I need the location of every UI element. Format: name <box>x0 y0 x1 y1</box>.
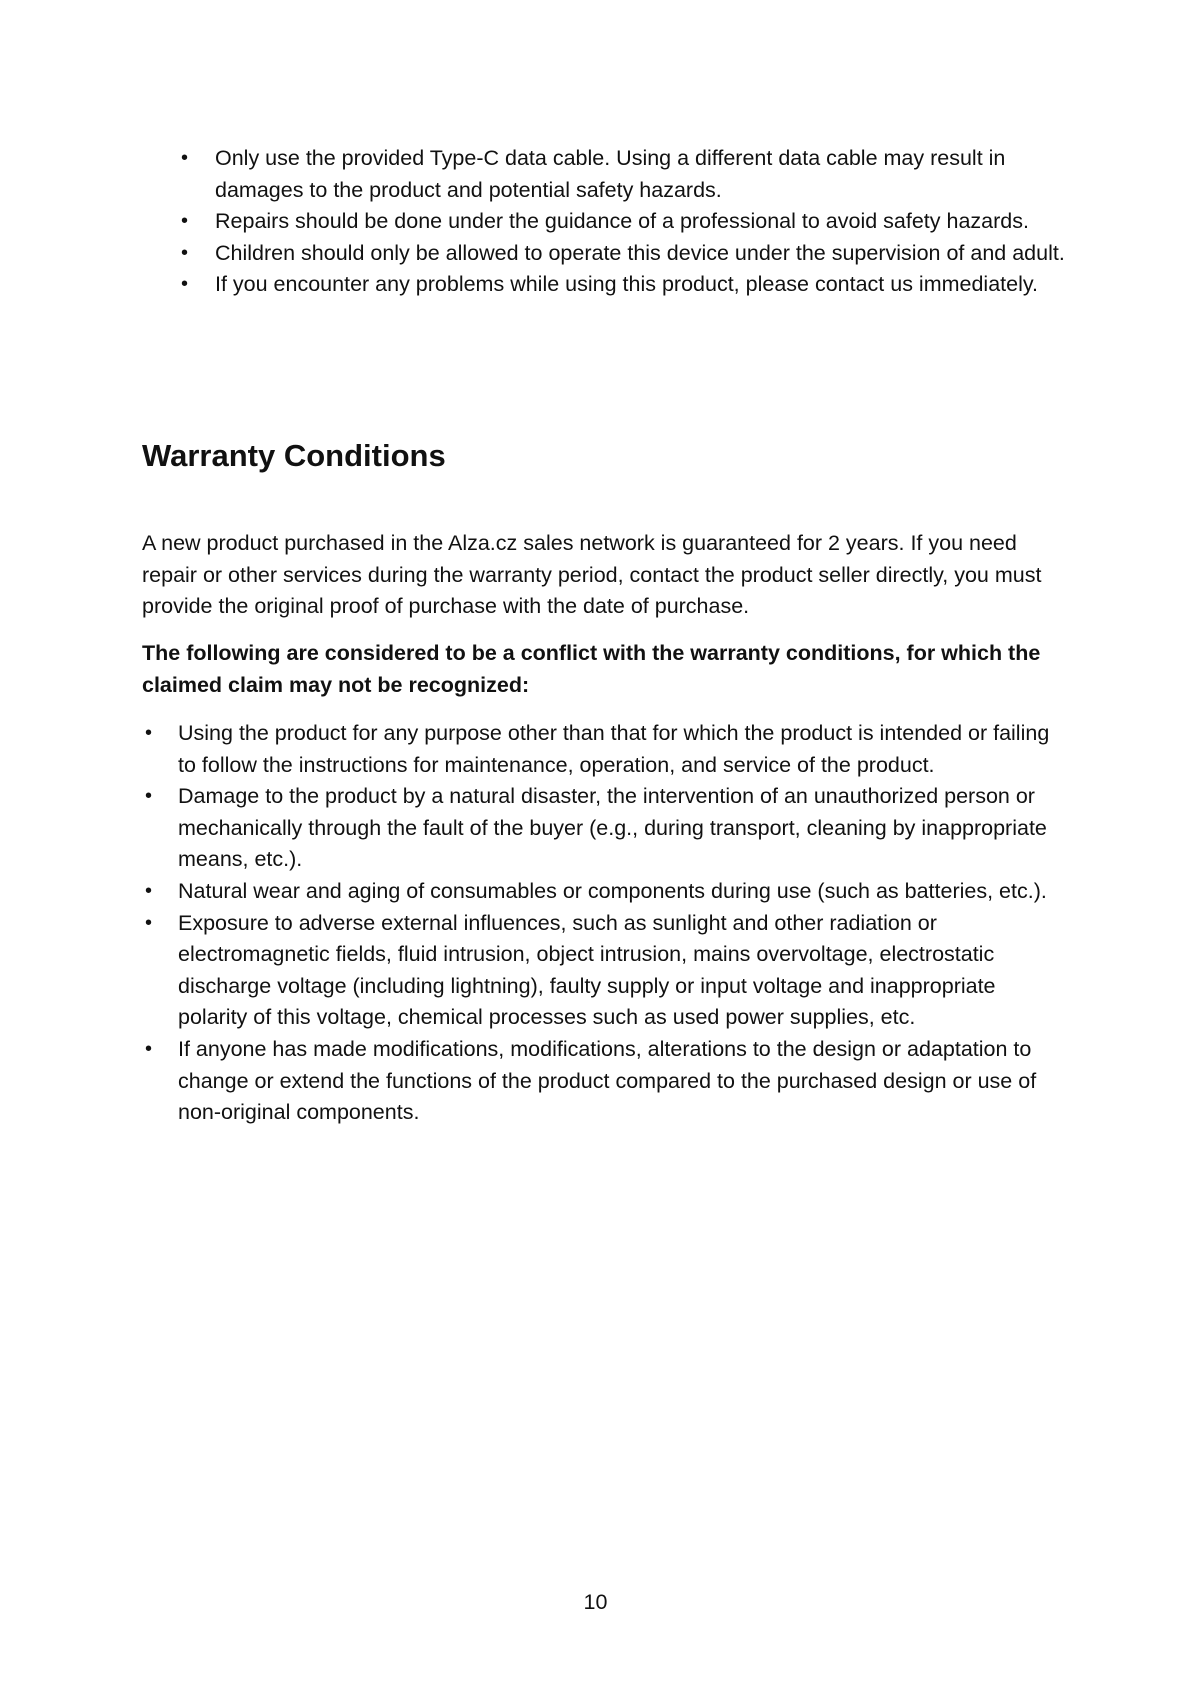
bullet-icon: • <box>145 879 153 902</box>
list-item-text: If anyone has made modifications, modifications, alterations to the design or adaptation to change or extend the functions of the product compared to the purchased design or use of non-original components. <box>178 1036 1037 1125</box>
list-item <box>175 206 1075 238</box>
list-item-text: If you encounter any problems while using this product, please contact us immediately. <box>215 272 1039 297</box>
bullet-icon: • <box>181 210 189 233</box>
list-item <box>175 269 1075 301</box>
conflict-heading: The following are considered to be a conflict with the warranty conditions, for which the claimed claim may not be recognized: <box>142 641 1041 697</box>
list-item-text: Only use the provided Type-C data cable. Using a different data cable may result in damages to the product and potential safety hazards. <box>215 146 1006 202</box>
list-item-text: Repairs should be done under the guidance of a professional to avoid safety hazards. <box>215 209 1029 234</box>
list-item <box>142 1034 1062 1129</box>
warranty-intro: A new product purchased in the Alza.cz sales network is guaranteed for 2 years. If you need repair or other services during the warranty period, contact the product seller directly, you must provide the original proof of purchase with the date of purchase. <box>142 531 1042 619</box>
list-item-text: Using the product for any purpose other than that for which the product is intended or failing to follow the instructions for maintenance, operation, and service of the product. <box>178 721 1050 777</box>
list-item-text: Damage to the product by a natural disaster, the intervention of an unauthorized person or mechanically through the fault of the buyer (e.g., during transport, cleaning by inappropriate means, etc.). <box>178 784 1047 872</box>
section-title: Warranty Conditions <box>142 438 446 473</box>
list-item-text: Natural wear and aging of consumables or components during use (such as batteries, etc.). <box>178 878 1047 903</box>
list-item <box>142 908 1062 1034</box>
bullet-icon: • <box>145 785 153 808</box>
list-item <box>175 143 1075 206</box>
list-item <box>142 876 1062 908</box>
warranty-conflict-list <box>142 718 1062 1129</box>
list-item <box>175 238 1075 270</box>
page-number: 10 <box>583 1590 608 1614</box>
bullet-icon: • <box>145 1037 153 1060</box>
bullet-icon: • <box>181 273 189 296</box>
safety-list <box>175 143 1075 301</box>
bullet-icon: • <box>145 911 153 934</box>
bullet-icon: • <box>145 722 153 744</box>
list-item <box>142 781 1062 876</box>
list-item <box>142 718 1062 781</box>
list-item-text: Children should only be allowed to operate this device under the supervision of and adult. <box>215 240 1065 265</box>
list-item-text: Exposure to adverse external influences, such as sunlight and other radiation or electromagnetic fields, fluid intrusion, object intrusion, mains overvoltage, electrostatic discharge voltage (including lightning), faulty supply or input voltage and inappropriate polarity of this voltage, chemical processes such as used power supplies, etc. <box>178 910 996 1030</box>
bullet-icon: • <box>181 241 189 264</box>
bullet-icon: • <box>181 147 189 169</box>
